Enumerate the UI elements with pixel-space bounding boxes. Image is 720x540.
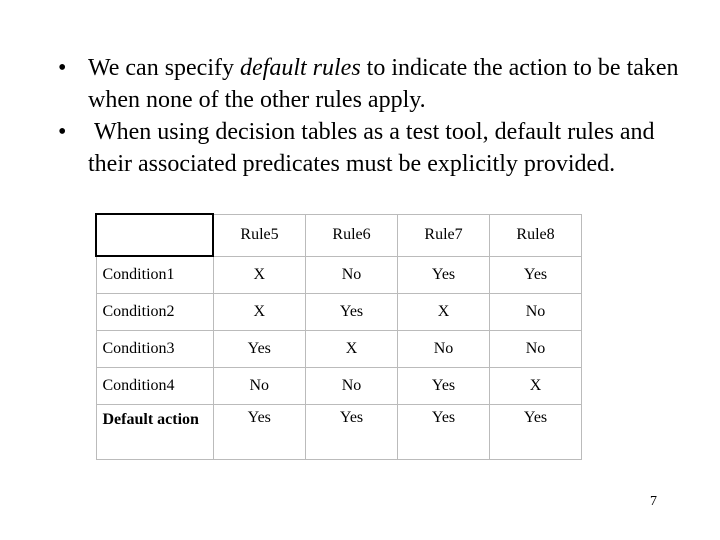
column-header: Rule8 [490,214,582,256]
bullet-item [58,52,698,116]
decision-table [95,213,582,460]
table-cell: No [306,368,398,405]
bullet-text [88,52,698,116]
bullet-text: When using decision tables as a test tool, default rules and their associated predicates must be explicitly provided. [88,119,661,177]
table-cell: No [490,294,582,331]
table-cell: No [213,368,306,405]
table-cell: X [213,256,306,294]
table-row [96,294,582,331]
bullet-emphasis: default rules [240,55,361,81]
table-corner-cell [96,214,213,256]
table-cell: X [398,294,490,331]
row-label: Condition3 [96,331,213,368]
table-cell: No [398,331,490,368]
table-header-row [96,214,582,256]
table-cell: No [306,256,398,294]
table-cell: Yes [213,331,306,368]
row-label: Condition2 [96,294,213,331]
row-label: Condition4 [96,368,213,405]
table-cell: Yes [398,368,490,405]
table-row [96,405,582,460]
table-row [96,331,582,368]
table-cell: Yes [306,294,398,331]
bullet-marker: • [58,119,67,145]
table-cell: X [490,368,582,405]
table-cell: Yes [306,405,398,460]
table-cell: Yes [213,405,306,460]
table-cell: X [306,331,398,368]
table-row [96,368,582,405]
bullet-list [58,52,698,180]
column-header: Rule7 [398,214,490,256]
bullet-text-part: to indicate the action to be taken when none of the other rules apply. [88,55,679,113]
table-cell: Yes [398,256,490,294]
table-row [96,256,582,294]
column-header: Rule5 [213,214,306,256]
bullet-item [58,116,698,180]
bullet-text-part: We can specify [88,55,240,81]
table-cell: Yes [490,405,582,460]
column-header: Rule6 [306,214,398,256]
table-cell: X [213,294,306,331]
row-label: Default action [96,405,213,460]
table-cell: No [490,331,582,368]
table-cell: Yes [490,256,582,294]
bullet-marker: • [58,55,67,81]
row-label: Condition1 [96,256,213,294]
table-cell: Yes [398,405,490,460]
page-number: 7 [650,494,657,509]
